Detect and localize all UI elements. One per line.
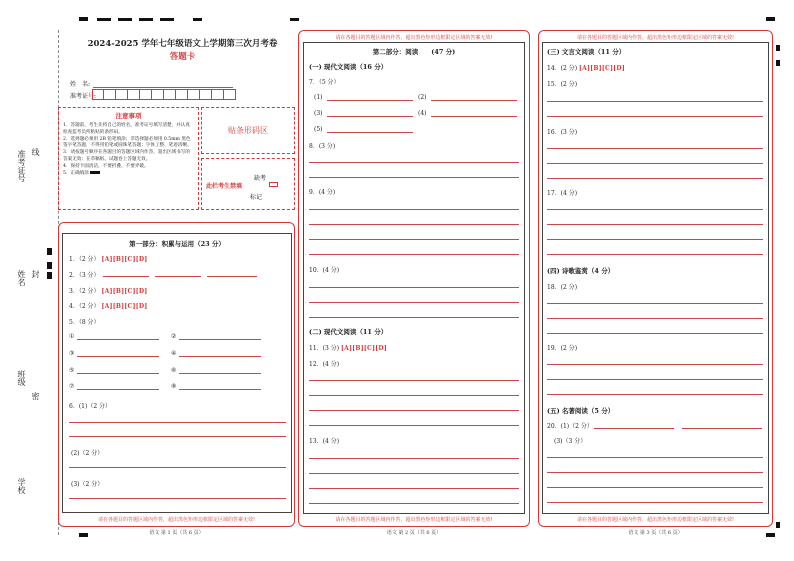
answer-line[interactable] xyxy=(547,502,763,503)
answer-line[interactable] xyxy=(309,317,519,318)
absent-label: 缺考 xyxy=(254,175,267,182)
question-4: 4．（2 分） [A][B][C][D] xyxy=(69,303,148,310)
panel-note: 请在各题目的答题区域内作答，超出黑色矩形边框限定区域的答案无效! xyxy=(576,35,734,41)
answer-line[interactable] xyxy=(682,428,762,429)
alignment-mark xyxy=(97,18,111,21)
answer-line[interactable] xyxy=(547,318,763,319)
answer-line[interactable] xyxy=(547,457,763,458)
alignment-mark xyxy=(118,18,132,21)
question-19: 19．(2 分) xyxy=(547,345,578,352)
question-6: 6．(1)（2 分） xyxy=(69,403,112,410)
answer-line[interactable] xyxy=(547,379,763,380)
alignment-mark xyxy=(776,60,780,66)
answer-line[interactable] xyxy=(431,100,517,101)
answer-line[interactable] xyxy=(547,116,763,117)
barcode-label: 贴条形码区 xyxy=(228,126,268,135)
answer-line[interactable] xyxy=(155,276,201,277)
blank-marker: ⑤ xyxy=(69,367,75,374)
answer-line[interactable] xyxy=(547,394,763,395)
blank-marker: (3) xyxy=(314,110,323,117)
answer-line[interactable] xyxy=(207,276,257,277)
subsection-title: (三) 文言文阅读（11 分） xyxy=(547,48,626,56)
alignment-mark xyxy=(290,18,299,21)
subsection-title: (一) 现代文阅读（16 分） xyxy=(309,63,388,71)
choice-options[interactable]: [A][B][C][D] xyxy=(340,345,387,352)
absent-checkbox[interactable] xyxy=(269,182,278,187)
page-footer: 语文 第 2 页（共 6 页） xyxy=(386,530,442,536)
alignment-mark xyxy=(47,248,52,255)
answer-line[interactable] xyxy=(309,395,519,396)
absent-box xyxy=(201,158,295,210)
page-title: 2024-2025 学年七年级语文上学期第三次月考卷 xyxy=(87,39,278,49)
answer-line[interactable] xyxy=(547,163,763,164)
alignment-mark xyxy=(47,272,52,279)
side-label-line: 线 xyxy=(31,148,40,156)
choice-options[interactable]: [A][B][C][D] xyxy=(578,65,625,72)
answer-line[interactable] xyxy=(547,303,763,304)
alignment-mark xyxy=(160,18,174,21)
section-title: 第二部分：阅读 (47 分) xyxy=(372,48,456,56)
blank-marker: ④ xyxy=(171,350,177,357)
answer-line[interactable] xyxy=(309,224,519,225)
alignment-mark xyxy=(776,522,780,528)
answer-line[interactable] xyxy=(309,239,519,240)
alignment-mark xyxy=(139,18,153,21)
question-6-2: (2)（2 分） xyxy=(71,450,104,457)
answer-line[interactable] xyxy=(547,254,763,255)
notice-item: 2．选择题必须用 2B 铅笔填涂；非选择题必须用 0.5mm 黑色签字笔答题，不得用铅笔或圆珠笔答题；字体工整、笔迹清晰。 xyxy=(63,136,192,149)
side-label-name: 姓名 xyxy=(17,270,26,286)
alignment-mark xyxy=(79,17,88,21)
id-boxes[interactable] xyxy=(92,89,236,100)
side-label-seal: 封 xyxy=(31,270,40,278)
blank-marker: ⑦ xyxy=(69,383,75,390)
answer-line[interactable] xyxy=(179,356,261,357)
absent-label: 标记 xyxy=(250,194,263,201)
question-6-3: (3)（2 分） xyxy=(71,481,104,488)
blank-marker: ② xyxy=(171,333,177,340)
blank-marker: (4) xyxy=(418,110,427,117)
answer-line[interactable] xyxy=(309,503,519,504)
page-footer: 语文 第 1 页（共 6 页） xyxy=(149,530,204,536)
answer-line[interactable] xyxy=(309,287,519,288)
side-label-id: 准考证号 xyxy=(17,150,26,182)
question-5: 5．（8 分） xyxy=(69,319,100,326)
side-label-school: 学校 xyxy=(17,478,26,494)
notice-item: 1．答题前，考生先将自己的姓名，准考证号填写清楚，并认真检查监考员所粘贴的条形码。 xyxy=(63,123,190,135)
subsection-title: (四) 诗歌鉴赏（4 分） xyxy=(547,267,615,275)
question-20-3: (3)（3 分） xyxy=(554,438,587,445)
question-13: 13．(4 分) xyxy=(309,438,340,445)
answer-line[interactable] xyxy=(327,116,413,117)
name-label: 姓 名: xyxy=(70,81,91,88)
subsection-title: (二) 现代文阅读（11 分） xyxy=(309,328,388,336)
notice-item: 3．请按题号顺序在各题目的答题区域内作答，超出区域书写的答案无效；在草稿纸、试题卷上答题无效。 xyxy=(63,150,190,162)
answer-line[interactable] xyxy=(547,224,763,225)
answer-line[interactable] xyxy=(309,254,519,255)
answer-line[interactable] xyxy=(327,100,413,101)
answer-line[interactable] xyxy=(309,458,519,459)
answer-line[interactable] xyxy=(69,498,286,499)
answer-line[interactable] xyxy=(547,209,763,210)
panel-note: 请在各题目的答题区域内作答，超出黑色矩形边框限定区域的答案无效! xyxy=(335,517,493,523)
question-8: 8．(3 分) xyxy=(309,143,336,150)
answer-line[interactable] xyxy=(309,209,519,210)
question-1: 1．（2 分） [A][B][C][D] xyxy=(69,256,148,263)
side-label-class: 班级 xyxy=(17,370,26,386)
answer-line[interactable] xyxy=(431,116,517,117)
question-20: 20．(1)（2 分） xyxy=(547,423,593,430)
answer-line[interactable] xyxy=(77,339,159,340)
question-17: 17．(4 分) xyxy=(547,190,578,197)
answer-line[interactable] xyxy=(69,422,286,423)
question-3: 3．（2 分） [A][B][C][D] xyxy=(69,288,148,295)
forbid-label: 此栏考生禁填 xyxy=(206,183,243,190)
choice-options[interactable]: [A][B][C][D] xyxy=(101,256,148,263)
notice-title: 注意事项 xyxy=(115,112,142,120)
alignment-mark xyxy=(47,262,52,269)
notice-item: 4．保持卡面清洁，不要折叠、不要弄破。 xyxy=(63,163,149,169)
question-14: 14．(2 分) [A][B][C][D] xyxy=(547,65,625,72)
question-7: 7．（5 分） xyxy=(309,79,340,86)
answer-line[interactable] xyxy=(547,487,763,488)
answer-line[interactable] xyxy=(77,356,159,357)
alignment-mark xyxy=(776,45,780,51)
section-title: 第一部分：积累与运用（23 分） xyxy=(129,240,225,248)
notice-box xyxy=(58,107,199,210)
barcode-area xyxy=(201,107,295,154)
panel-note: 请在各题目的答题区域内作答，超出黑色矩形边框限定区域的答案无效! xyxy=(335,35,493,41)
answer-line[interactable] xyxy=(547,148,763,149)
answer-line[interactable] xyxy=(547,333,763,334)
notice-item: 5．正确填涂 xyxy=(63,171,194,178)
side-label-dense: 密 xyxy=(31,392,40,400)
blank-marker: ③ xyxy=(69,350,75,357)
answer-line[interactable] xyxy=(179,339,261,340)
blank-marker: (2) xyxy=(418,94,427,101)
question-12: 12．(4 分) xyxy=(309,361,340,368)
answer-line[interactable] xyxy=(594,428,674,429)
answer-line[interactable] xyxy=(309,425,519,426)
answer-line[interactable] xyxy=(77,373,159,374)
blank-marker: ⑥ xyxy=(171,367,177,374)
blank-marker: ① xyxy=(69,333,75,340)
name-field[interactable] xyxy=(93,87,233,88)
alignment-mark xyxy=(766,17,775,21)
answer-line[interactable] xyxy=(309,488,519,489)
page-footer: 语文 第 3 页（共 6 页） xyxy=(628,530,683,536)
answer-line[interactable] xyxy=(547,472,763,473)
panel-note: 请在各题目的答题区域内作答，超出黑色矩形边框限定区域的答案无效! xyxy=(576,517,734,523)
answer-line[interactable] xyxy=(547,239,763,240)
answer-line[interactable] xyxy=(309,177,519,178)
alignment-mark xyxy=(193,18,202,21)
answer-line[interactable] xyxy=(547,101,763,102)
answer-line[interactable] xyxy=(309,380,519,381)
question-10: 10．(4 分) xyxy=(309,267,340,274)
question-11: 11．(3 分) [A][B][C][D] xyxy=(309,345,387,352)
question-2: 2．（3 分） xyxy=(69,272,100,279)
answer-line[interactable] xyxy=(309,162,519,163)
panel-note: 请在各题目的答题区域内作答，超出黑色矩形边框限定区域的答案无效! xyxy=(97,517,255,523)
answer-line[interactable] xyxy=(179,373,261,374)
choice-options[interactable]: [A][B][C][D] xyxy=(101,288,148,295)
id-label: 准考证号: xyxy=(70,93,97,100)
choice-options[interactable]: [A][B][C][D] xyxy=(101,303,148,310)
blank-marker: (1) xyxy=(314,94,323,101)
page-subtitle: 答题卡 xyxy=(169,52,196,62)
answer-line[interactable] xyxy=(327,132,413,133)
answer-line[interactable] xyxy=(309,410,519,411)
question-16: 16．(3 分) xyxy=(547,129,578,136)
question-18: 18．(2 分) xyxy=(547,284,578,291)
answer-line[interactable] xyxy=(103,276,149,277)
subsection-title: (五) 名著阅读（5 分） xyxy=(547,407,615,415)
question-15: 15．(2 分) xyxy=(547,81,578,88)
filled-sample-mark xyxy=(90,171,100,174)
answer-line[interactable] xyxy=(179,389,261,390)
blank-marker: (5) xyxy=(314,126,323,133)
blank-marker: ⑧ xyxy=(171,383,177,390)
answer-line[interactable] xyxy=(547,364,763,365)
answer-line[interactable] xyxy=(309,302,519,303)
answer-line[interactable] xyxy=(547,178,763,179)
answer-line[interactable] xyxy=(69,436,286,437)
answer-line[interactable] xyxy=(309,473,519,474)
question-9: 9．(4 分) xyxy=(309,189,336,196)
answer-line[interactable] xyxy=(77,389,159,390)
answer-line[interactable] xyxy=(69,467,286,468)
